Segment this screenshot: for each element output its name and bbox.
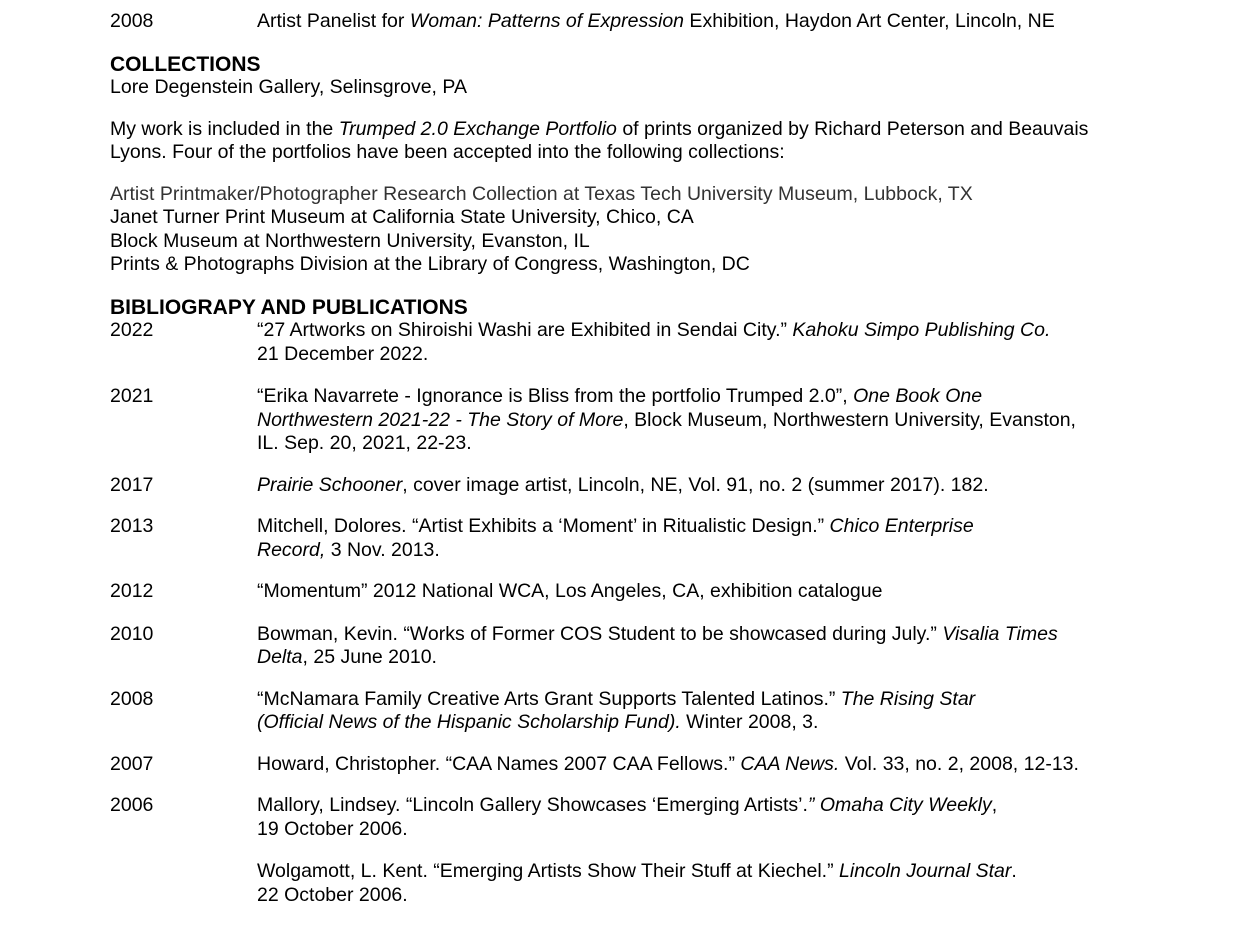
- list-item: Janet Turner Print Museum at California State University, Chico, CA: [110, 206, 694, 228]
- entry-text: Bowman, Kevin. “Works of Former COS Student to be showcased during July.” Visalia Times Delta, 25 June 2010.: [257, 622, 1058, 668]
- bib-entry: [110, 860, 1210, 907]
- entry-year: 2007: [110, 752, 154, 775]
- entry-year: 2021: [110, 385, 154, 407]
- entry-year: 2013: [110, 515, 154, 537]
- entry-year: 2022: [110, 319, 154, 341]
- entry-text: Howard, Christopher. “CAA Names 2007 CAA Fellows.” CAA News. Vol. 33, no. 2, 2008, 12-13.: [257, 752, 1079, 775]
- collections-paragraph: My work is included in the Trumped 2.0 Exchange Portfolio of prints organized by Richard Peterson and Beauvais Lyons. Four of the portfolios have been accepted into the following collections:: [110, 117, 1089, 163]
- entry-text: Prairie Schooner, cover image artist, Lincoln, NE, Vol. 91, no. 2 (summer 2017). 182.: [257, 473, 989, 496]
- list-item: Prints & Photographs Division at the Library of Congress, Washington, DC: [110, 253, 750, 275]
- bib-entry: [110, 623, 1210, 670]
- entry-year: 2012: [110, 580, 154, 602]
- panel-entry: [110, 10, 1210, 34]
- entry-year: 2008: [110, 10, 154, 32]
- entry-text: “McNamara Family Creative Arts Grant Supports Talented Latinos.” The Rising Star (Official News of the Hispanic Scholarship Fund). Winter 2008, 3.: [257, 687, 976, 733]
- bib-entry: [110, 385, 1210, 456]
- entry-year: [110, 860, 257, 907]
- entry-year: 2006: [110, 794, 154, 816]
- entry-text: Artist Panelist for Woman: Patterns of Expression Exhibition, Haydon Art Center, Lincoln, NE: [257, 10, 1055, 32]
- entry-text: “27 Artworks on Shiroishi Washi are Exhibited in Sendai City.” Kahoku Simpo Publishing Co. 21 December 2022.: [257, 319, 1051, 365]
- bib-entry: [110, 580, 1210, 604]
- entry-text: Wolgamott, L. Kent. “Emerging Artists Show Their Stuff at Kiechel.” Lincoln Journal Star. 22 October 2006.: [257, 860, 1017, 906]
- list-item: Block Museum at Northwestern University, Evanston, IL: [110, 229, 590, 252]
- collections-list: [110, 183, 1210, 277]
- entry-text: “Erika Navarrete - Ignorance is Bliss from the portfolio Trumped 2.0”, One Book One Northwestern 2021-22 - The Story of More, Block Museum, Northwestern University, Evanston, IL. Sep. 20, 2021, 22-23.: [257, 385, 1076, 454]
- entry-year: 2017: [110, 473, 154, 496]
- entry-year: 2010: [110, 622, 154, 645]
- entry-year: 2008: [110, 687, 154, 710]
- bib-entry: [110, 688, 1210, 735]
- collections-heading: COLLECTIONS: [110, 52, 261, 76]
- bib-entry: [110, 753, 1210, 777]
- cv-page: [110, 10, 1210, 907]
- entry-text: “Momentum” 2012 National WCA, Los Angeles, CA, exhibition catalogue: [257, 580, 883, 602]
- bib-entry: [110, 794, 1210, 841]
- collections-first-item: Lore Degenstein Gallery, Selinsgrove, PA: [110, 76, 467, 98]
- entry-text: Mallory, Lindsey. “Lincoln Gallery Showcases ‘Emerging Artists’.” Omaha City Weekly, 19 October 2006.: [257, 794, 998, 840]
- bib-entry: [110, 474, 1210, 498]
- bib-entry: [110, 515, 1210, 562]
- list-item: Artist Printmaker/Photographer Research Collection at Texas Tech University Museum, Lubbock, TX: [110, 182, 973, 205]
- bib-entry: [110, 319, 1210, 366]
- entry-text: Mitchell, Dolores. “Artist Exhibits a ‘Moment’ in Ritualistic Design.” Chico Enterprise Record, 3 Nov. 2013.: [257, 515, 974, 561]
- bibliography-heading: BIBLIOGRAPY AND PUBLICATIONS: [110, 295, 468, 319]
